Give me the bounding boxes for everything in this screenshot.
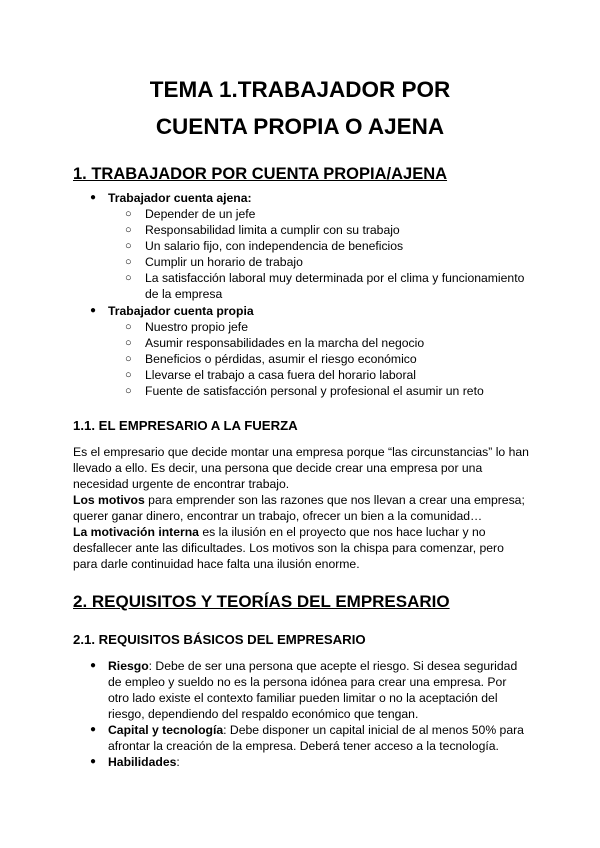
bullet-capital-tecnologia [90,722,548,738]
bullet-ring-icon: ○ [125,369,132,381]
list-item-text: Cumplir un horario de trabajo [145,255,303,269]
paragraph-line: necesidad urgente de encontrar trabajo. [73,477,290,491]
bullet-dot-icon: ● [90,756,97,767]
list-item [125,383,545,399]
bullet-trabajador-propia [90,303,548,319]
bullet-habilidades [90,754,548,770]
bullet-text: : [176,755,180,769]
section-1-heading: 1. TRABAJADOR POR CUENTA PROPIA/AJENA [73,165,448,183]
bullet-dot-icon: ● [90,660,97,671]
bullet-ring-icon: ○ [125,272,132,284]
paragraph-line: desfallecer ante las dificultades. Los motivos son la chispa para comenzar, pero [73,541,504,555]
section-1-1-heading: 1.1. EL EMPRESARIO A LA FUERZA [73,418,298,433]
list-item-text: Fuente de satisfacción personal y profesional el asumir un reto [145,384,484,398]
bullet-text: : Debe de ser una persona que acepte el riesgo. Si desea seguridad [148,659,518,673]
bullet-ring-icon: ○ [125,385,132,397]
paragraph-line: llevado a ello. Es decir, una persona que decide crear una empresa por una [73,461,483,475]
document-title-line-2: CUENTA PROPIA O AJENA [155,114,445,139]
bullet-label: Trabajador cuenta ajena: [108,191,252,205]
list-item [125,335,545,351]
list-item [125,254,545,270]
list-item-text: Asumir responsabilidades en la marcha del negocio [145,336,425,350]
list-item [125,270,545,286]
list-item-text: de la empresa [145,287,223,301]
list-item-text: Beneficios o pérdidas, asumir el riesgo económico [145,352,417,366]
bullet-label: Trabajador cuenta propia [108,304,254,318]
bullet-text: : Debe disponer un capital inicial de al menos 50% para [223,723,524,737]
bullet-ring-icon: ○ [125,337,132,349]
bullet-ring-icon: ○ [125,353,132,365]
list-item [125,238,545,254]
paragraph-line [73,524,533,540]
list-item-text: Nuestro propio jefe [145,320,248,334]
paragraph-line: querer ganar dinero, encontrar un trabajo, ofrecer un bien a la comunidad… [73,509,483,523]
bullet-ring-icon: ○ [125,321,132,333]
bold-term: La motivación interna [73,525,199,539]
bullet-continuation: otro lado existe el contexto familiar pueden limitar o no la aceptación del [108,691,498,705]
bullet-continuation: riesgo, dependiendo del respaldo económico que tengan. [108,707,419,721]
bullet-ring-icon: ○ [125,208,132,220]
list-item-text: Responsabilidad limita a cumplir con su trabajo [145,223,400,237]
bullet-ring-icon: ○ [125,256,132,268]
paragraph-text: para emprender son las razones que nos llevan a crear una empresa; [144,493,525,507]
list-item-text: La satisfacción laboral muy determinada por el clima y funcionamiento [145,271,525,285]
list-item [125,319,545,335]
bullet-dot-icon: ● [90,724,97,735]
paragraph-line: para darle continuidad hace falta una ilusión enorme. [73,557,360,571]
bullet-label: Riesgo [108,659,149,673]
paragraph-line [73,492,533,508]
list-item [125,351,545,367]
document-title-line-1: TEMA 1.TRABAJADOR POR [149,77,451,102]
list-item-text: Depender de un jefe [145,207,256,221]
bullet-label: Habilidades [108,755,177,769]
list-item [125,367,545,383]
bullet-continuation: de empleo y sueldo no es la persona idónea para crear una empresa. Por [108,675,507,689]
bullet-riesgo [90,658,548,674]
paragraph-line: Es el empresario que decide montar una empresa porque “las circunstancias” lo han [73,445,529,459]
bullet-continuation: afrontar la creación de la empresa. Deberá tener acceso a la tecnología. [108,739,499,753]
list-item-continuation [145,286,545,302]
section-2-1-heading: 2.1. REQUISITOS BÁSICOS DEL EMPRESARIO [73,632,366,647]
list-item-text: Un salario fijo, con independencia de beneficios [145,239,404,253]
list-item-text: Llevarse el trabajo a casa fuera del horario laboral [145,368,416,382]
bold-term: Los motivos [73,493,145,507]
bullet-ring-icon: ○ [125,240,132,252]
bullet-ring-icon: ○ [125,224,132,236]
section-2-heading: 2. REQUISITOS Y TEORÍAS DEL EMPRESARIO [73,592,450,611]
bullet-label: Capital y tecnología [108,723,224,737]
list-item [125,222,545,238]
bullet-dot-icon: ● [90,192,97,203]
list-item [125,206,545,222]
bullet-trabajador-ajena [90,190,548,206]
paragraph-text: es la ilusión en el proyecto que nos hace luchar y no [198,525,486,539]
bullet-dot-icon: ● [90,305,97,316]
